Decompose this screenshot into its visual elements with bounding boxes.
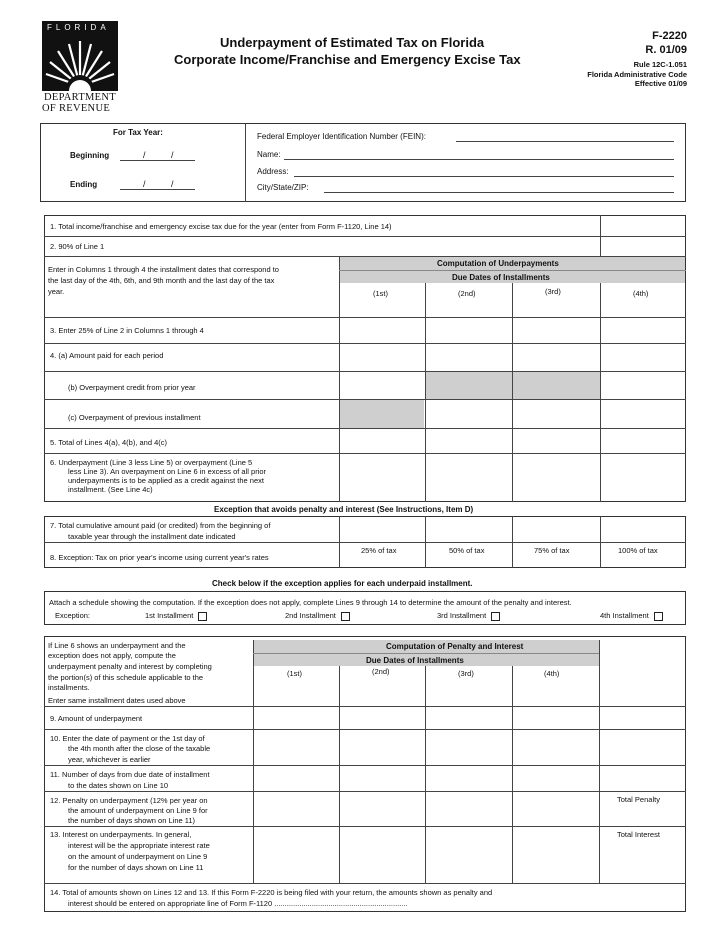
- line-7-label-1: 7. Total cumulative amount paid (or credited) from the beginning of: [50, 521, 271, 530]
- line-13-label-1: 13. Interest on underpayments. In general,: [50, 830, 192, 839]
- col2-1st: (1st): [287, 669, 302, 678]
- section2-intro-6: Enter same installment dates used above: [48, 696, 186, 705]
- ending-label: Ending: [70, 180, 98, 189]
- form-title-line1: Underpayment of Estimated Tax on Florida: [220, 35, 485, 50]
- exception-label: Exception:: [55, 611, 91, 620]
- line-10-label-1: 10. Enter the date of payment or the 1st day of: [50, 734, 205, 743]
- check-4th-label: 4th Installment: [600, 611, 649, 620]
- name-label: Name:: [257, 150, 281, 159]
- line-14-label-1: 14. Total of amounts shown on Lines 12 and 13. If this Form F-2220 is being filed with your return, the amounts shown as penalty and: [50, 888, 493, 897]
- check-instruction: Attach a schedule showing the computation. If the exception does not apply, complete Lines 9 through 14 to determine the amount of the penalty and interest.: [49, 598, 572, 607]
- line-8-label: 8. Exception: Tax on prior year's income using current year's rates: [50, 553, 269, 562]
- logo-dept-line2: OF REVENUE: [42, 103, 111, 114]
- line-6-label-1: 6. Underpayment (Line 3 less Line 5) or overpayment (Line 5: [50, 458, 253, 467]
- line-11-label-2: to the dates shown on Line 10: [68, 781, 169, 790]
- line-11-label-1: 11. Number of days from due date of installment: [50, 770, 210, 779]
- line-10-label-3: year, whichever is earlier: [68, 755, 151, 764]
- name-field[interactable]: [284, 159, 674, 160]
- line-9-label: 9. Amount of underpayment: [50, 714, 143, 723]
- line-14-label-2: interest should be entered on appropriate line of Form F-1120 ................................................................: [68, 899, 408, 908]
- city-field[interactable]: [324, 192, 674, 193]
- due-dates-header-2: Due Dates of Installments: [366, 656, 464, 665]
- dates-instruction-2: the last day of the 4th, 6th, and 9th month and the last day of the tax: [48, 276, 275, 285]
- col-1st: (1st): [373, 289, 388, 298]
- admin-code: Florida Administrative Code: [587, 70, 687, 79]
- line-13-label-3: on the amount of underpayment on Line 9: [68, 852, 208, 861]
- logo-dept-line1: DEPARTMENT: [44, 92, 116, 103]
- col-3rd: (3rd): [545, 287, 561, 296]
- check-3rd-label: 3rd Installment: [437, 611, 487, 620]
- line-10-label-2: the 4th month after the close of the taxable: [68, 744, 211, 753]
- address-field[interactable]: [294, 176, 674, 177]
- line-2-amount-field[interactable]: [601, 237, 685, 256]
- total-penalty-label: Total Penalty: [617, 795, 660, 804]
- line-1-amount-field[interactable]: [601, 216, 685, 236]
- check-3rd[interactable]: [437, 611, 500, 621]
- due-dates-header: Due Dates of Installments: [452, 273, 550, 282]
- col-2nd: (2nd): [458, 289, 476, 298]
- line-6-label-2: less Line 3). An overpayment on Line 6 in excess of all prior: [68, 467, 267, 476]
- pct-100: 100% of tax: [618, 546, 658, 555]
- dates-instruction-3: year.: [48, 287, 65, 296]
- computation-penalty-header: Computation of Penalty and Interest: [386, 642, 524, 651]
- line-12-label-3: the number of days shown on Line 11): [68, 816, 196, 825]
- line-13-label-4: for the number of days shown on Line 11: [68, 863, 204, 872]
- col-4th: (4th): [633, 289, 649, 298]
- line-6-label-4: installment. (See Line 4c): [68, 485, 153, 494]
- checkbox-4th[interactable]: [654, 612, 663, 621]
- check-1st-label: 1st Installment: [145, 611, 194, 620]
- checkbox-1st[interactable]: [198, 612, 207, 621]
- exception-header: Exception that avoids penalty and interest (See Instructions, Item D): [214, 505, 474, 514]
- line-3-label: 3. Enter 25% of Line 2 in Columns 1 through 4: [50, 326, 204, 335]
- pct-25: 25% of tax: [361, 546, 397, 555]
- section2-intro-3: underpayment penalty and interest by completing: [48, 662, 212, 671]
- check-1st[interactable]: [145, 611, 207, 621]
- city-label: City/State/ZIP:: [257, 183, 309, 192]
- logo-state-word: FLORIDA: [47, 23, 110, 32]
- line-4a-label: 4. (a) Amount paid for each period: [50, 351, 164, 360]
- line-7-label-2: taxable year through the installment date indicated: [68, 532, 236, 541]
- check-2nd[interactable]: [285, 611, 350, 621]
- line-13-label-2: interest will be the appropriate interest rate: [68, 841, 210, 850]
- section2-intro-2: exception does not apply, compute the: [48, 651, 176, 660]
- check-2nd-label: 2nd Installment: [285, 611, 336, 620]
- checkbox-3rd[interactable]: [491, 612, 500, 621]
- section2-intro-4: the portion(s) of this schedule applicable to the: [48, 673, 204, 682]
- rule-number: Rule 12C-1.051: [633, 60, 687, 69]
- line-2-label: 2. 90% of Line 1: [50, 242, 105, 251]
- line-4b-label: (b) Overpayment credit from prior year: [68, 383, 196, 392]
- line-4c-label: (c) Overpayment of previous installment: [68, 413, 201, 422]
- beginning-label: Beginning: [70, 151, 110, 160]
- sunburst-icon: [42, 34, 118, 91]
- col2-4th: (4th): [544, 669, 560, 678]
- check-4th[interactable]: [600, 611, 663, 621]
- pct-50: 50% of tax: [449, 546, 485, 555]
- section2-intro-5: installments.: [48, 683, 90, 692]
- line-1-label: 1. Total income/franchise and emergency excise tax due for the year (enter from Form F-1120, Line 14): [50, 222, 392, 231]
- ending-date-field[interactable]: [120, 189, 195, 190]
- computation-underpayments-header: Computation of Underpayments: [437, 259, 559, 268]
- line-6-label-3: underpayments is to be applied as a credit against the next: [68, 476, 264, 485]
- dates-instruction-1: Enter in Columns 1 through 4 the installment dates that correspond to: [48, 265, 279, 274]
- address-label: Address:: [257, 167, 289, 176]
- pct-75: 75% of tax: [534, 546, 570, 555]
- check-section: [44, 591, 686, 625]
- form-title-line2: Corporate Income/Franchise and Emergency Excise Tax: [174, 52, 521, 67]
- col2-3rd: (3rd): [458, 669, 474, 678]
- beginning-date-field[interactable]: [120, 160, 195, 161]
- section2-intro-1: If Line 6 shows an underpayment and the: [48, 641, 186, 650]
- form-revision: R. 01/09: [645, 44, 687, 56]
- check-header: Check below if the exception applies for each underpaid installment.: [212, 579, 473, 588]
- fein-label: Federal Employer Identification Number (FEIN):: [257, 132, 426, 141]
- line-12-label-1: 12. Penalty on underpayment (12% per year on: [50, 796, 208, 805]
- tax-year-label: For Tax Year:: [113, 128, 163, 137]
- line-12-label-2: the amount of underpayment on Line 9 for: [68, 806, 208, 815]
- col2-2nd: (2nd): [372, 667, 390, 676]
- total-interest-label: Total Interest: [617, 830, 660, 839]
- form-number: F-2220: [652, 30, 687, 42]
- line-5-label: 5. Total of Lines 4(a), 4(b), and 4(c): [50, 438, 168, 447]
- fein-field[interactable]: [456, 141, 674, 142]
- checkbox-2nd[interactable]: [341, 612, 350, 621]
- effective-date: Effective 01/09: [634, 79, 687, 88]
